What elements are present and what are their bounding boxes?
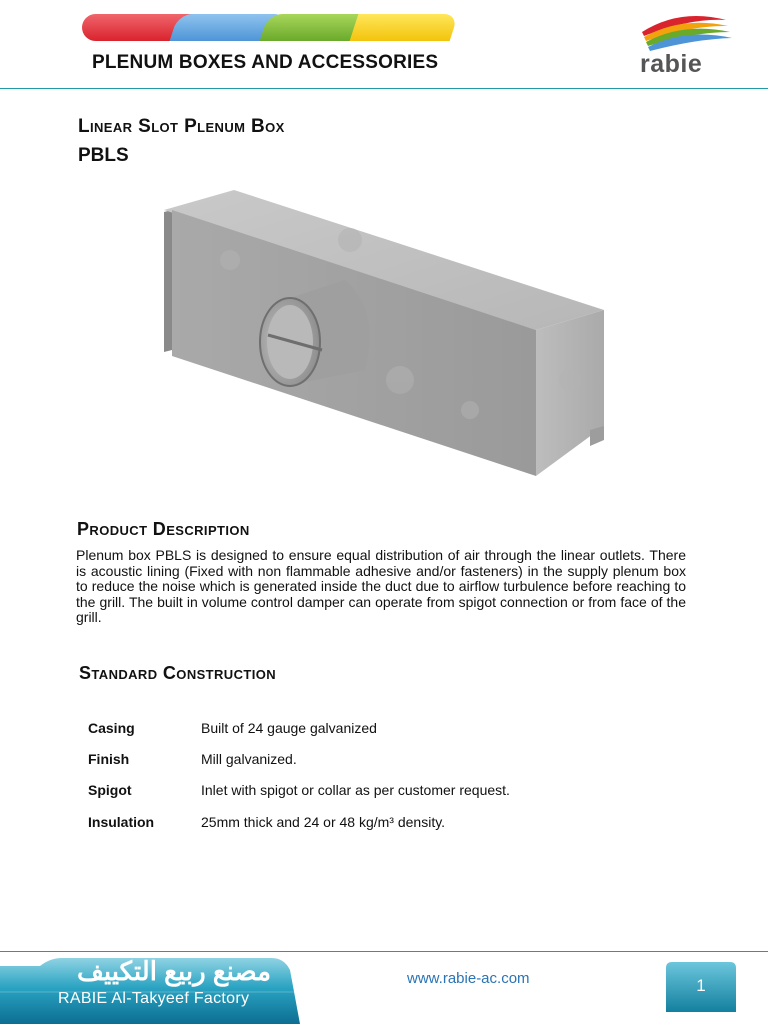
spec-label-finish: Finish bbox=[88, 751, 130, 767]
product-name: Linear Slot Plenum Box bbox=[78, 116, 285, 137]
spec-label-casing: Casing bbox=[88, 720, 135, 736]
header-divider bbox=[0, 88, 768, 89]
rabie-logo bbox=[630, 10, 740, 78]
footer-divider bbox=[0, 951, 768, 952]
product-image bbox=[150, 180, 620, 490]
footer-arabic-name: مصنع ربيع التكييف bbox=[76, 956, 272, 986]
description-text: Plenum box PBLS is designed to ensure equal distribution of air through the linear outlets. There is acoustic lining (Fixed with non flammable adhesive and/or fasteners) in the supply plenum box to reduce the noise which is generated inside the duct due to airflow turbulence before reaching to the grill. The built in volume control damper can operate from spigot connection or from face of the grill. bbox=[76, 547, 686, 625]
page-number: 1 bbox=[696, 976, 706, 995]
footer-website: www.rabie-ac.com bbox=[407, 970, 530, 987]
header-tab-yellow bbox=[350, 14, 459, 41]
header-color-tabs bbox=[82, 14, 462, 42]
logo-text: rabie bbox=[640, 50, 703, 78]
construction-heading: Standard Construction bbox=[79, 663, 277, 683]
spec-value-insulation: 25mm thick and 24 or 48 kg/m³ density. bbox=[201, 814, 446, 830]
logo-swoosh-icon bbox=[630, 10, 740, 54]
spec-value-finish: Mill galvanized. bbox=[201, 751, 297, 767]
footer-factory-name: RABIE Al-Takyeef Factory bbox=[58, 990, 250, 1007]
product-code: PBLS bbox=[78, 145, 129, 166]
spec-label-spigot: Spigot bbox=[88, 782, 132, 798]
description-heading: Product Description bbox=[77, 519, 250, 539]
spec-value-casing: Built of 24 gauge galvanized bbox=[201, 720, 377, 736]
footer-banner bbox=[0, 956, 300, 1024]
spec-value-spigot: Inlet with spigot or collar as per customer request. bbox=[201, 782, 510, 798]
document-title: PLENUM BOXES AND ACCESSORIES bbox=[92, 52, 439, 73]
page-number-badge bbox=[666, 962, 740, 1012]
spec-label-insulation: Insulation bbox=[88, 814, 155, 830]
